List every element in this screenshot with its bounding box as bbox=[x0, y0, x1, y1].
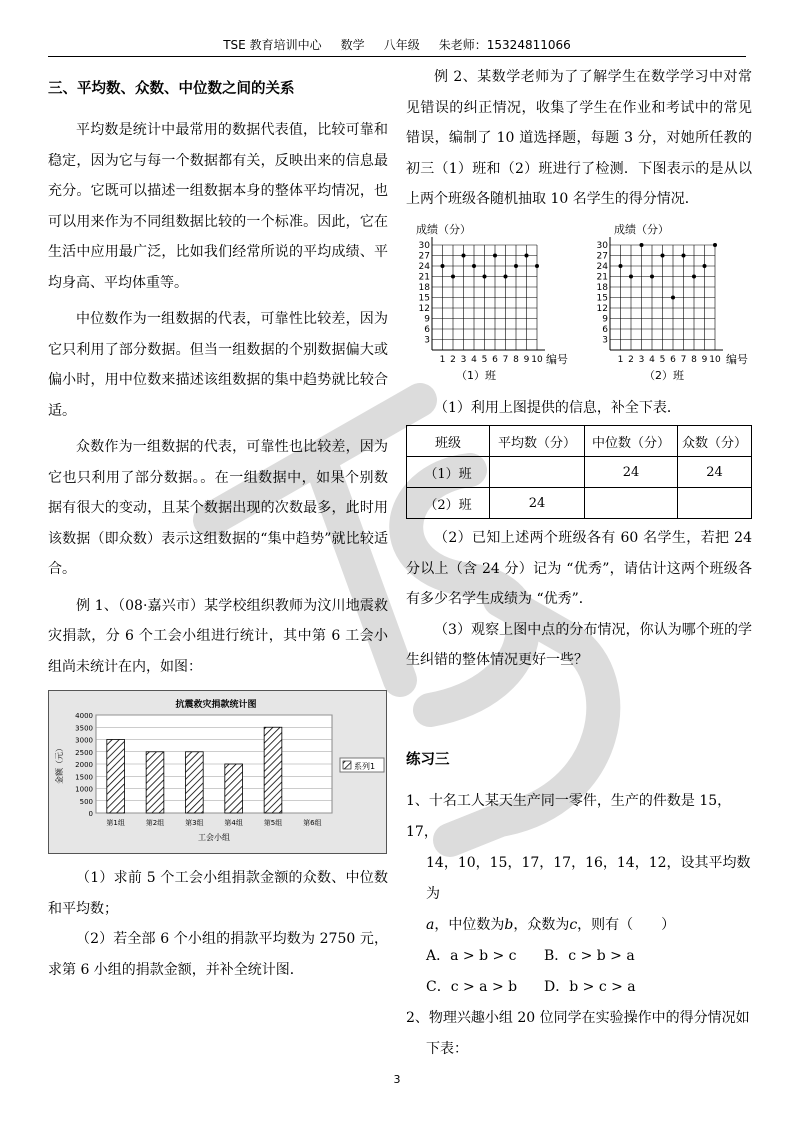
table-row bbox=[407, 488, 752, 519]
table-row bbox=[407, 457, 752, 488]
data-point bbox=[493, 253, 497, 257]
y-tick-label: 2000 bbox=[75, 761, 93, 769]
table-cell: 24 bbox=[585, 457, 678, 488]
scatter1-title: （1）班 bbox=[456, 368, 496, 382]
x-tick-label: 第3组 bbox=[185, 819, 204, 827]
data-point bbox=[682, 253, 686, 257]
y-tick-label: 12 bbox=[596, 303, 608, 314]
class-2-scatter-chart bbox=[584, 221, 754, 386]
x-tick-label: 4 bbox=[649, 354, 655, 365]
scatter2-xlabel: 编号 bbox=[726, 352, 748, 366]
x-tick-label: 2 bbox=[450, 354, 456, 365]
var-a: a bbox=[426, 917, 435, 933]
x-tick-label: 1 bbox=[439, 354, 446, 365]
data-point bbox=[483, 274, 487, 278]
bar-1 bbox=[107, 740, 125, 814]
option-d: D．b > c > a bbox=[544, 979, 636, 995]
var-c: c bbox=[569, 917, 578, 933]
chart-xlabel: 工会小组 bbox=[198, 833, 230, 842]
var-b: b bbox=[504, 917, 514, 933]
y-tick-label: 27 bbox=[596, 251, 608, 261]
data-point bbox=[629, 274, 633, 278]
class-1-scatter-chart bbox=[406, 221, 576, 386]
question-2-1: （1）利用上图提供的信息，补全下表． bbox=[434, 399, 681, 416]
paragraph-mode: 众数作为一组数据的代表，可靠性也比较差，因为它也只利用了部分数据。。在一组数据中，如果个别数据有很大的变动，且某个数据出现的次数最多，此时用该数据（即众数）表示这组数据的“集中趋势”就比较适合。 bbox=[48, 439, 388, 577]
practice-2-stem: 2、物理兴趣小组 20 位同学在实验操作中的得分情况如 bbox=[406, 1010, 750, 1026]
table-header-row bbox=[407, 426, 752, 457]
x-tick-label: 7 bbox=[502, 354, 509, 365]
table-cell: 24 bbox=[490, 488, 585, 519]
y-tick-label: 24 bbox=[418, 261, 430, 272]
data-point bbox=[451, 274, 455, 278]
y-tick-label: 12 bbox=[418, 303, 430, 314]
y-tick-label: 500 bbox=[79, 797, 93, 806]
stem-text: ，众数为 bbox=[513, 917, 570, 933]
bar-4 bbox=[225, 764, 243, 813]
page-number: 3 bbox=[393, 1073, 401, 1086]
x-tick-label: 6 bbox=[670, 354, 676, 365]
bar-3 bbox=[185, 752, 203, 813]
page-header: TSE 教育培训中心 数学 八年级 朱老师：15324811066 bbox=[48, 34, 746, 57]
x-tick-label: 第1组 bbox=[106, 819, 125, 827]
y-tick-label: 3 bbox=[424, 335, 430, 345]
table-header: 众数（分） bbox=[678, 426, 752, 457]
table-cell: （1）班 bbox=[407, 457, 490, 488]
table-cell: 24 bbox=[678, 457, 752, 488]
data-point bbox=[640, 243, 644, 247]
table-header: 中位数（分） bbox=[585, 426, 678, 457]
legend-label: 系列1 bbox=[354, 762, 376, 771]
y-tick-label: 3500 bbox=[75, 724, 93, 733]
y-tick-label: 18 bbox=[596, 282, 608, 293]
y-tick-label: 1500 bbox=[75, 773, 93, 782]
data-point bbox=[535, 264, 539, 268]
data-point bbox=[514, 264, 518, 268]
chart-legend bbox=[340, 758, 384, 772]
x-tick-label: 第4组 bbox=[224, 819, 243, 827]
x-tick-label: 5 bbox=[659, 354, 666, 365]
bar-5 bbox=[264, 727, 282, 813]
y-tick-label: 18 bbox=[418, 282, 430, 293]
chart-ylabel: 金额（元） bbox=[55, 744, 64, 784]
grid bbox=[610, 245, 715, 350]
right-column bbox=[406, 62, 752, 1065]
stats-table bbox=[406, 425, 752, 519]
question-2: （2）若全部 6 个小组的捐款平均数为 2750 元，求第 6 小组的捐款金额，并补全统计图． bbox=[48, 931, 388, 978]
data-point bbox=[703, 264, 707, 268]
data-point bbox=[525, 253, 529, 257]
score-charts bbox=[406, 221, 752, 391]
scatter2-ylabel: 成绩（分） bbox=[614, 222, 669, 236]
x-tick-label: 8 bbox=[691, 354, 697, 365]
y-tick-label: 0 bbox=[88, 810, 93, 818]
question-2-2: （2）已知上述两个班级各有 60 名学生，若把 24 分以上（含 24 分）记为 “优秀”，请估计这两个班级各有多少名学生成绩为 “优秀”． bbox=[406, 530, 752, 607]
practice-title: 练习三 bbox=[406, 750, 450, 768]
x-tick-label: 9 bbox=[701, 354, 708, 365]
stem-text: ，中位数为 bbox=[434, 917, 505, 933]
data-point bbox=[619, 264, 623, 268]
x-tick-label: 10 bbox=[709, 354, 721, 365]
practice-2-stem-cont: 下表： bbox=[426, 1041, 468, 1057]
paragraph-median: 中位数作为一组数据的代表，可靠性比较差，因为它只利用了部分数据。但当一组数据的个别数据偏大或偏小时，用中位数来描述该组数据的集中趋势就比较合适。 bbox=[48, 311, 388, 419]
y-tick-label: 21 bbox=[596, 272, 608, 282]
x-tick-label: 第5组 bbox=[263, 819, 283, 827]
x-tick-label: 第6组 bbox=[303, 819, 322, 827]
data-point bbox=[472, 264, 476, 268]
table-cell-blank bbox=[585, 488, 678, 519]
data-point bbox=[650, 274, 654, 278]
table-header: 平均数（分） bbox=[490, 426, 585, 457]
y-tick-label: 15 bbox=[418, 293, 430, 303]
x-tick-label: 第2组 bbox=[145, 819, 165, 827]
x-tick-label: 5 bbox=[481, 354, 488, 365]
left-column bbox=[48, 62, 388, 985]
x-tick-label: 9 bbox=[523, 354, 530, 365]
legend-swatch bbox=[343, 761, 351, 769]
y-tick-label: 9 bbox=[602, 314, 608, 324]
x-tick-label: 8 bbox=[513, 354, 519, 365]
option-c: C．c > a > b bbox=[426, 979, 518, 995]
practice-1-stem-vars bbox=[406, 910, 752, 941]
x-tick-label: 4 bbox=[471, 354, 477, 365]
y-tick-label: 30 bbox=[596, 240, 608, 251]
table-cell: （2）班 bbox=[407, 488, 490, 519]
bar-2 bbox=[146, 752, 164, 813]
data-point bbox=[713, 243, 717, 247]
x-tick-label: 2 bbox=[628, 354, 634, 365]
x-tick-label: 10 bbox=[531, 354, 543, 365]
practice-1-options-row1 bbox=[406, 941, 752, 972]
practice-1-stem-cont: 14，10，15，17，17，16，14，12，设其平均数为 bbox=[426, 855, 751, 902]
section-title: 三、平均数、众数、中位数之间的关系 bbox=[48, 79, 295, 97]
paragraph-mean: 平均数是统计中最常用的数据代表值，比较可靠和稳定，因为它与每一个数据都有关，反映出来的信息最充分。它既可以描述一组数据本身的整体平均情况，也可以用来作为不同组数据比较的一个标准。因此，它在生活中应用最广泛，比如我们经常所说的平均成绩、平均身高、平均体重等。 bbox=[48, 122, 388, 291]
y-tick-label: 24 bbox=[596, 261, 608, 272]
x-tick-label: 1 bbox=[617, 354, 624, 365]
y-tick-label: 3000 bbox=[75, 736, 93, 745]
option-b: B．c > b > a bbox=[544, 948, 635, 964]
question-2-3: （3）观察上图中点的分布情况，你认为哪个班的学生纠错的整体情况更好一些？ bbox=[406, 621, 752, 668]
example-1: 例 1、（08·嘉兴市）某学校组织教师为汶川地震救灾捐款，分 6 个工会小组进行统计，其中第 6 工会小组尚未统计在内，如图： bbox=[48, 597, 388, 675]
y-tick-label: 2500 bbox=[75, 748, 93, 757]
table-cell-blank bbox=[678, 488, 752, 519]
scatter1-xlabel: 编号 bbox=[546, 352, 568, 366]
scatter2-title: （2）班 bbox=[644, 368, 684, 382]
data-point bbox=[441, 264, 445, 268]
scatter1-ylabel: 成绩（分） bbox=[416, 222, 471, 236]
y-tick-label: 1000 bbox=[75, 785, 93, 794]
table-cell-blank bbox=[490, 457, 585, 488]
x-tick-label: 3 bbox=[460, 354, 467, 365]
practice-1-options-row2 bbox=[406, 972, 752, 1003]
data-point bbox=[661, 253, 665, 257]
y-tick-label: 21 bbox=[418, 272, 430, 282]
practice-1-stem: 1、十名工人某天生产同一零件，生产的件数是 15，17， bbox=[406, 793, 732, 840]
data-point bbox=[504, 274, 508, 278]
example-2: 例 2、某数学老师为了了解学生在数学学习中对常见错误的纠正情况，收集了学生在作业和考试中的常见错误，编制了 10 道选择题，每题 3 分，对她所任教的初三（1）班和（2）班进行了检测．下图表示的是从以上两个班级各随机抽取 10 名学生的得分情况． bbox=[406, 69, 752, 207]
data-point bbox=[692, 274, 696, 278]
y-tick-label: 6 bbox=[602, 324, 608, 335]
y-tick-label: 4000 bbox=[75, 712, 93, 720]
y-tick-label: 3 bbox=[602, 335, 608, 345]
question-1: （1）求前 5 个工会小组捐款金额的众数、中位数和平均数； bbox=[48, 870, 388, 917]
data-point bbox=[462, 253, 466, 257]
x-tick-label: 6 bbox=[492, 354, 498, 365]
y-tick-label: 30 bbox=[418, 240, 430, 251]
y-tick-label: 6 bbox=[424, 324, 430, 335]
chart-title: 抗震救灾捐款统计图 bbox=[175, 700, 257, 710]
y-tick-label: 9 bbox=[424, 314, 430, 324]
x-tick-label: 7 bbox=[680, 354, 687, 365]
table-header: 班级 bbox=[407, 426, 490, 457]
x-tick-label: 3 bbox=[638, 354, 645, 365]
y-tick-label: 15 bbox=[596, 293, 608, 303]
option-a: A．a > b > c bbox=[426, 948, 517, 964]
donation-bar-chart bbox=[48, 690, 388, 855]
data-point bbox=[671, 295, 675, 299]
y-tick-label: 27 bbox=[418, 251, 430, 261]
stem-text: ，则有（ ） bbox=[577, 917, 676, 933]
grid bbox=[432, 245, 537, 350]
